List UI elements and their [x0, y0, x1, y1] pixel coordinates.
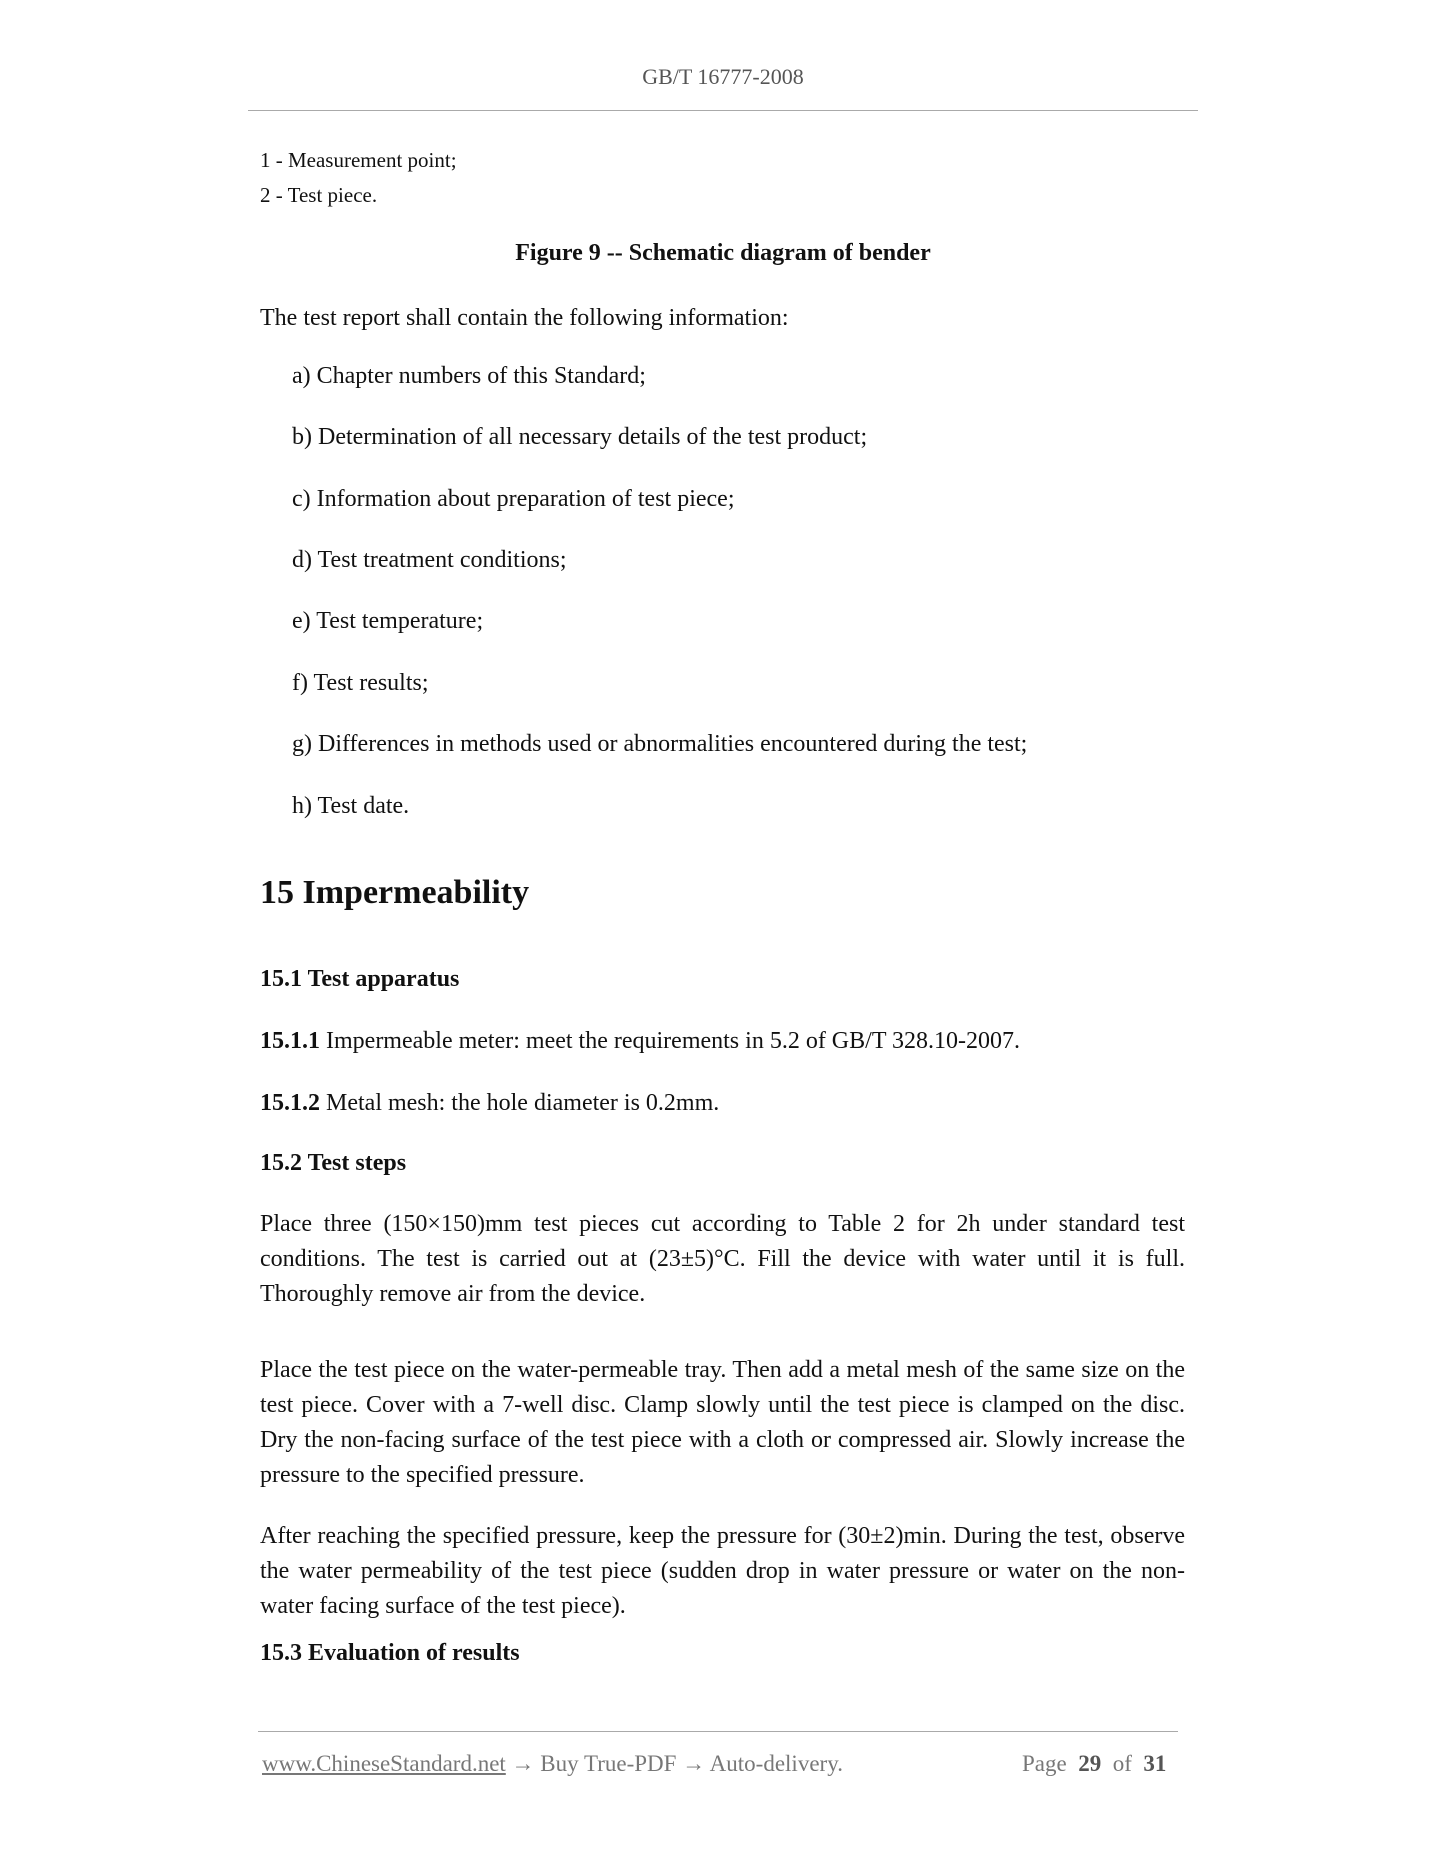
clause-text: Metal mesh: the hole diameter is 0.2mm.	[320, 1090, 720, 1116]
section-heading: 15 Impermeability	[260, 874, 530, 911]
steps-paragraph-3: After reaching the specified pressure, keep the pressure for (30±2)min. During the test, observe the water permeability of the test piece (sudden drop in water pressure or water on the non-water facing surface of the test piece).	[260, 1523, 1185, 1619]
page-number	[1022, 1751, 1166, 1777]
legend-item-1: 1 - Measurement point;	[260, 148, 457, 172]
page-header: GB/T 16777-2008	[642, 64, 804, 89]
subsection-heading-evaluation: 15.3 Evaluation of results	[260, 1640, 520, 1666]
steps-paragraph-1: Place three (150×150)mm test pieces cut according to Table 2 for 2h under standard test conditions. The test is carried out at (23±5)°C. Fill the device with water until it is full. Thoroughly remove air from the device.	[260, 1211, 1185, 1307]
clause-number: 15.1.1	[260, 1028, 320, 1054]
clause-text: Impermeable meter: meet the requirements in 5.2 of GB/T 328.10-2007.	[320, 1028, 1021, 1054]
steps-paragraph-2: Place the test piece on the water-permeable tray. Then add a metal mesh of the same size on the test piece. Cover with a 7-well disc. Clamp slowly until the test piece is clamped on the disc. Dry the non-facing surface of the test piece with a cloth or compressed air. Slowly increase the pressure to the specified pressure.	[260, 1357, 1185, 1488]
report-item-b: b) Determination of all necessary details of the test product;	[292, 424, 868, 450]
report-item-h: h) Test date.	[292, 793, 410, 819]
intro-paragraph: The test report shall contain the following information:	[260, 305, 789, 331]
report-item-e: e) Test temperature;	[292, 608, 484, 634]
subsection-heading-apparatus: 15.1 Test apparatus	[260, 966, 460, 992]
arrow-right-icon: →	[676, 1751, 710, 1776]
of-label: of	[1112, 1751, 1132, 1776]
page-current: 29	[1078, 1751, 1102, 1776]
report-item-f: f) Test results;	[292, 670, 429, 696]
delivery-text: Auto-delivery.	[709, 1751, 843, 1776]
website-link[interactable]: www.ChineseStandard.net	[262, 1751, 506, 1776]
subsection-heading-steps: 15.2 Test steps	[260, 1150, 407, 1176]
header-divider	[248, 110, 1198, 111]
apparatus-item-1	[260, 1024, 1185, 1059]
arrow-right-icon: →	[505, 1751, 541, 1776]
figure-caption: Figure 9 -- Schematic diagram of bender	[515, 240, 931, 266]
report-item-a: a) Chapter numbers of this Standard;	[292, 363, 646, 389]
apparatus-item-2	[260, 1086, 1185, 1121]
clause-number: 15.1.2	[260, 1090, 320, 1116]
report-item-d: d) Test treatment conditions;	[292, 547, 567, 573]
report-item-c: c) Information about preparation of test piece;	[292, 486, 735, 512]
footer-links	[262, 1751, 843, 1777]
page-total: 31	[1143, 1751, 1167, 1776]
report-item-g: g) Differences in methods used or abnormalities encountered during the test;	[292, 731, 1028, 757]
legend-item-2: 2 - Test piece.	[260, 183, 378, 207]
footer-divider	[258, 1731, 1178, 1732]
buy-pdf-text: Buy True-PDF	[540, 1751, 677, 1776]
page-label: Page	[1022, 1751, 1067, 1776]
